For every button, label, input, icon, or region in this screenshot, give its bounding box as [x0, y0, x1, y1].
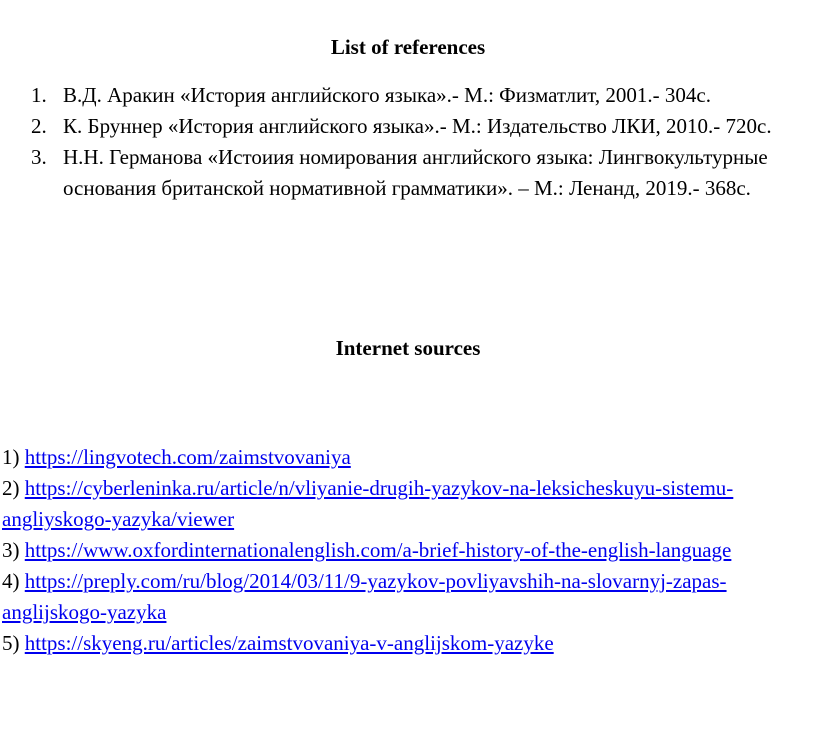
source-link[interactable]: https://skyeng.ru/articles/zaimstvovaniya-v-anglijskom-yazyke: [24, 631, 554, 655]
reference-number: 1.: [31, 83, 47, 107]
source-item: [2, 566, 802, 628]
reference-item: [31, 142, 816, 204]
reference-number: 3.: [31, 145, 47, 169]
reference-text: К. Бруннер «История английского языка».- М.: Издательство ЛКИ, 2010.- 720с.: [63, 114, 772, 138]
source-item: [2, 535, 802, 566]
references-list: [31, 80, 816, 204]
reference-number: 2.: [31, 114, 47, 138]
source-item: [2, 628, 802, 659]
source-item: [2, 442, 802, 473]
internet-sources-list: [2, 442, 802, 659]
references-title: List of references: [330, 35, 486, 59]
source-link[interactable]: https://lingvotech.com/zaimstvovaniya: [24, 445, 351, 469]
reference-item: [31, 111, 816, 142]
reference-text: В.Д. Аракин «История английского языка».- М.: Физматлит, 2001.- 304с.: [63, 83, 711, 107]
reference-text: Н.Н. Германова «Истоиия номирования английского языка: Лингвокультурные основания британской нормативной грамматики». – М.: Ленанд, 2019.- 368с.: [63, 145, 768, 200]
source-number: 5): [2, 631, 20, 655]
source-number: 2): [2, 476, 20, 500]
internet-sources-title: Internet sources: [335, 336, 481, 360]
source-number: 1): [2, 445, 20, 469]
source-number: 4): [2, 569, 20, 593]
source-number: 3): [2, 538, 20, 562]
reference-item: [31, 80, 816, 111]
source-item: [2, 473, 802, 535]
source-link[interactable]: https://cyberleninka.ru/article/n/vliyanie-drugih-yazykov-na-leksicheskuyu-sistemu-angliyskogo-yazyka/viewer: [2, 476, 734, 531]
source-link[interactable]: https://preply.com/ru/blog/2014/03/11/9-yazykov-povliyavshih-na-slovarnyj-zapas-anglijskogo-yazyka: [2, 569, 727, 624]
source-link[interactable]: https://www.oxfordinternationalenglish.com/a-brief-history-of-the-english-language: [24, 538, 732, 562]
